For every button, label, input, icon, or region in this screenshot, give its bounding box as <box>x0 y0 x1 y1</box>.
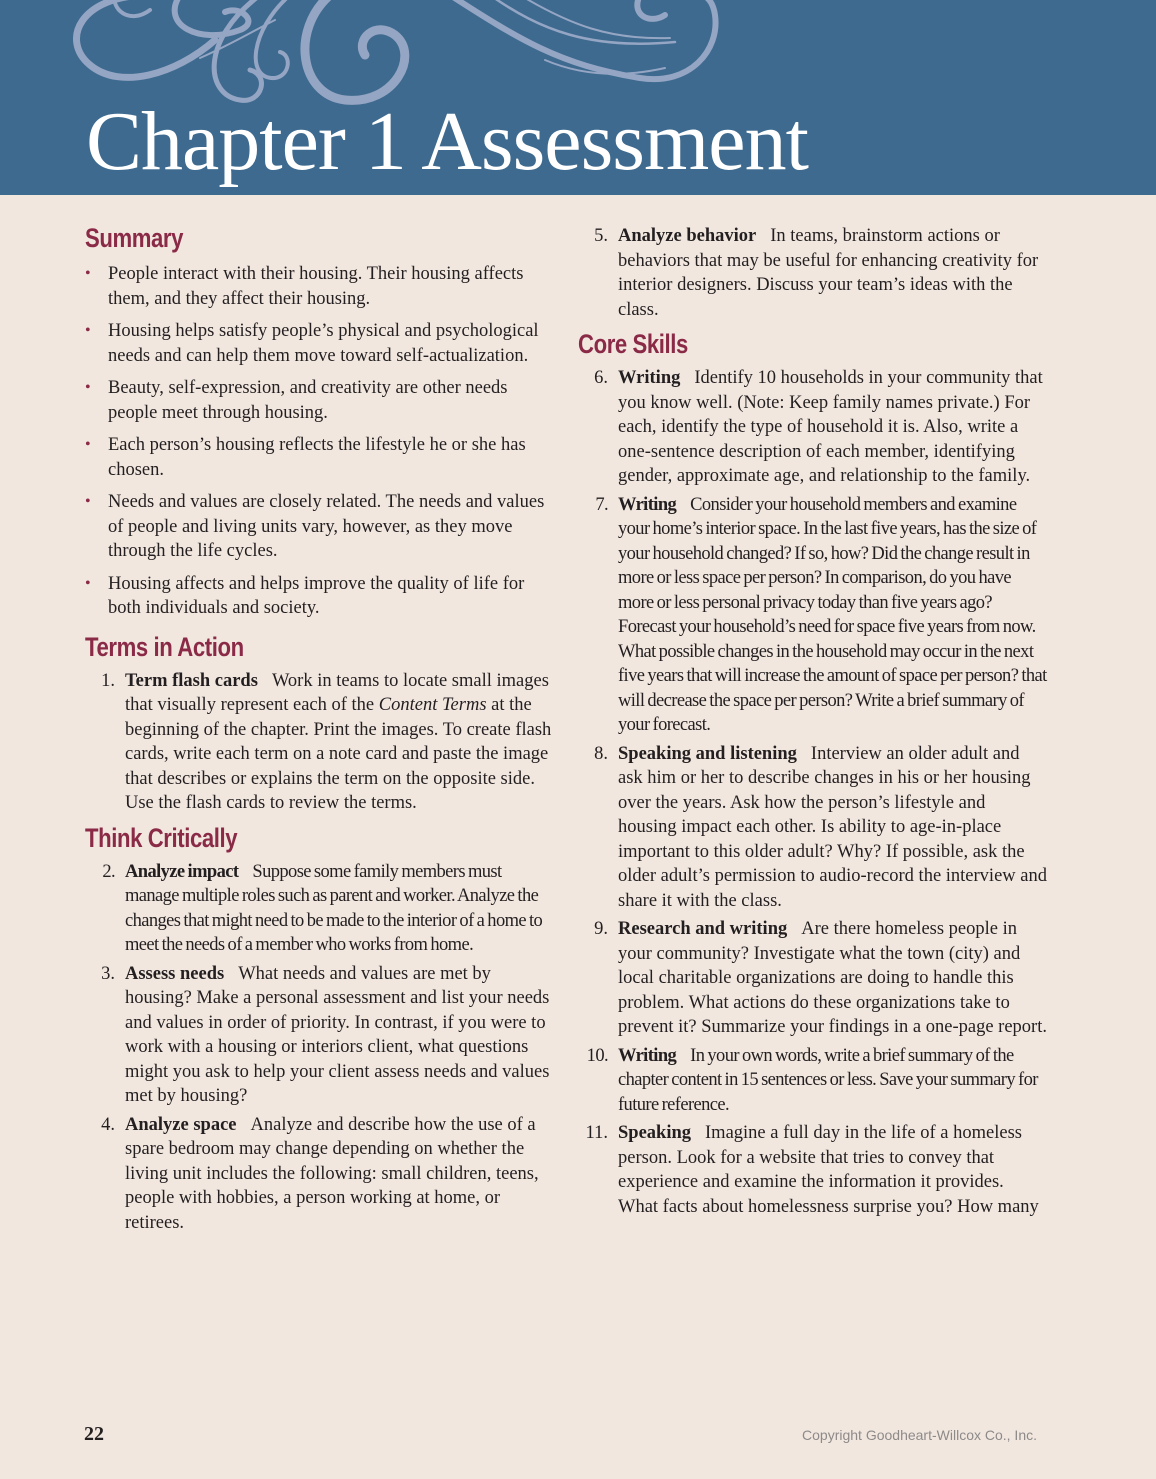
section-heading-terms-in-action: Terms in Action <box>85 631 244 662</box>
bullet-dot-icon: • <box>85 379 91 396</box>
question-lead: Writing <box>618 368 681 388</box>
bullet-dot-icon: • <box>85 436 91 453</box>
question-item: 4. Analyze space Analyze and describe how the use of a spare bedroom may change depending on whether the living unit includes the following: small children, teens, people with hobbies, a person working at home, or retirees. <box>85 1113 555 1236</box>
question-item: 10. Writing In your own words, write a brief summary of the chapter content in 15 sentences or less. Save your summary for future reference. <box>578 1044 1048 1118</box>
question-lead: Analyze behavior <box>618 226 757 246</box>
question-number: 3. <box>101 963 115 984</box>
summary-item: • Needs and values are closely related. The needs and values of people and living units vary, however, as they move through the life cycles. <box>85 492 545 561</box>
page-number: 22 <box>84 1423 104 1445</box>
question-item: 7. Writing Consider your household members and examine your home’s interior space. In the last five years, has the size of your household changed? If so, how? Did the change result in more or less space per person? In comparison, do you have more or less personal privacy today than five years ago? Forecast your household’s need for space five years from now. What possible changes in the household may occur in the next five years that will increase the amount of space per person? that will decrease the space per person? Write a brief summary of your forecast. <box>578 493 1048 738</box>
question-lead: Analyze space <box>125 1114 237 1135</box>
question-lead: Writing <box>618 494 677 515</box>
question-item: 3. Assess needs What needs and values are met by housing? Make a personal assessment and list your needs and values in order of priority. In contrast, if you were to work with a housing or interiors client, what questions might you ask to help your client assess needs and values met by housing? <box>85 962 555 1109</box>
question-lead: Analyze impact <box>125 861 239 882</box>
section-heading-think-critically: Think Critically <box>85 822 238 853</box>
think-critically-list <box>85 860 555 1236</box>
question-item: 1. Term flash cards Work in teams to locate small images that visually represent each of the Content Terms at the beginning of the chapter. Print the images. To create flash cards, write each term on a note card and paste the image that describes or explains the term on the opposite side. Use the flash cards to review the terms. <box>85 669 555 816</box>
bullet-dot-icon: • <box>85 265 91 282</box>
question-lead: Assess needs <box>125 963 225 984</box>
italic-term: Content Terms <box>378 695 487 715</box>
summary-item: • People interact with their housing. Their housing affects them, and they affect their housing. <box>85 264 524 309</box>
bullet-dot-icon: • <box>85 322 91 339</box>
section-heading-summary: Summary <box>85 223 184 253</box>
question-number: 5. <box>594 226 608 246</box>
question-number: 6. <box>594 368 608 388</box>
question-number: 2. <box>102 861 115 882</box>
summary-item: • Housing helps satisfy people’s physical and psychological needs and can help them move toward self-actualization. <box>85 321 539 366</box>
question-item: 6. Writing Identify 10 households in your community that you know well. (Note: Keep family names private.) For each, identify the type of household it is. Also, write a one-sentence description of each member, identifying gender, approximate age, and relationship to the family. <box>578 366 1048 489</box>
question-lead: Speaking <box>618 1123 692 1143</box>
question-item: 9. Research and writing Are there homeless people in your community? Investigate what the town (city) and local charitable organizations are doing to handle this problem. What actions do these organizations take to prevent it? Summarize your findings in a one-page report. <box>578 917 1048 1040</box>
question-number: 8. <box>594 743 608 764</box>
copyright-notice: Copyright Goodheart-Willcox Co., Inc. <box>802 1427 1037 1443</box>
left-column <box>85 220 555 1239</box>
question-item: 5. Analyze behavior In teams, brainstorm actions or behaviors that may be useful for enhancing creativity for interior designers. Discuss your team’s ideas with the class. <box>578 224 1048 322</box>
question-item: 11. Speaking Imagine a full day in the life of a homeless person. Look for a website that tries to convey that experience and examine the information it provides. What facts about homelessness surprise you? How many <box>578 1121 1048 1219</box>
question-number: 9. <box>594 919 608 939</box>
question-number: 1. <box>101 670 115 691</box>
question-lead: Writing <box>618 1045 677 1066</box>
summary-item: • Housing affects and helps improve the quality of life for both individuals and society. <box>85 573 525 618</box>
question-number: 10. <box>586 1045 608 1066</box>
section-heading-core-skills: Core Skills <box>578 329 688 359</box>
decorative-swirl-icon <box>0 0 760 110</box>
question-lead: Research and writing <box>618 919 788 939</box>
question-item: 8. Speaking and listening Interview an older adult and ask him or her to describe changes in his or her housing over the years. Ask how the person’s lifestyle and housing impact each other. Is ability to age-in-place important to this older adult? Why? If possible, ask the older adult’s permission to audio-record the interview and share it with the class. <box>578 742 1048 914</box>
question-number: 4. <box>101 1114 115 1135</box>
bullet-dot-icon: • <box>85 493 91 510</box>
question-item: 2. Analyze impact Suppose some family members must manage multiple roles such as parent and worker. Analyze the changes that might need to be made to the interior of a home to meet the needs of a member who works from home. <box>85 860 555 958</box>
summary-item: • Beauty, self-expression, and creativity are other needs people meet through housing. <box>85 378 508 423</box>
terms-in-action-list <box>85 669 555 816</box>
question-number: 7. <box>595 494 608 515</box>
question-lead: Term flash cards <box>125 670 258 691</box>
page-title: Chapter 1 Assessment <box>86 95 808 188</box>
summary-list <box>85 262 555 621</box>
chapter-banner <box>0 0 1156 195</box>
core-skills-list <box>578 366 1048 1219</box>
summary-item: • Each person’s housing reflects the lifestyle he or she has chosen. <box>85 435 526 480</box>
bullet-dot-icon: • <box>85 574 91 592</box>
question-number: 11. <box>585 1123 608 1143</box>
right-column <box>578 220 1048 1223</box>
think-critically-list-continued <box>578 224 1048 322</box>
question-lead: Speaking and listening <box>618 743 797 764</box>
